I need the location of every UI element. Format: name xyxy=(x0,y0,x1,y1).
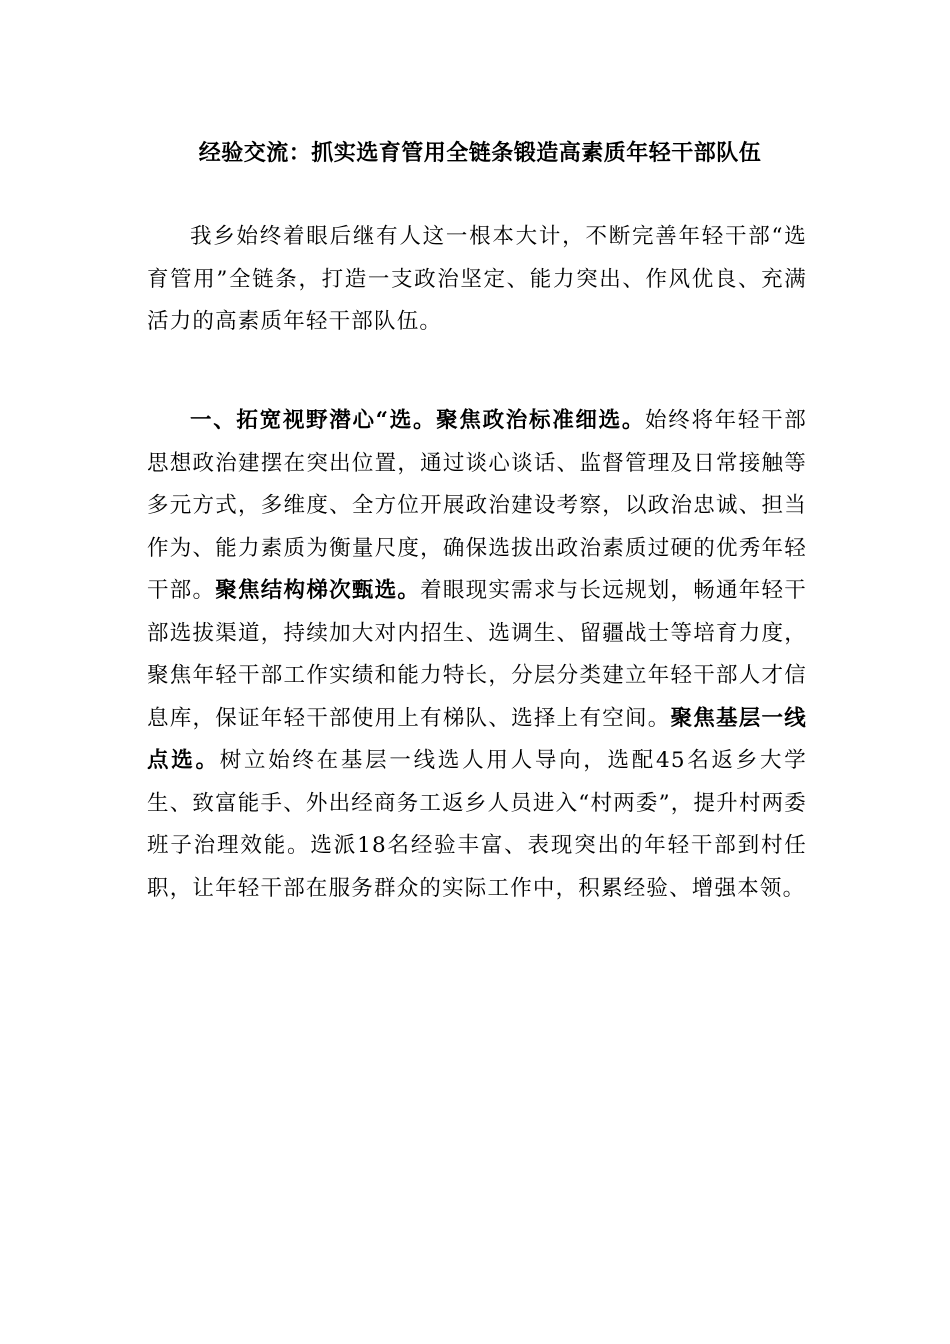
section-1-paragraph xyxy=(147,400,807,910)
section-1-heading: 一、拓宽视野潜心“选。 xyxy=(190,408,437,433)
subsection-grassroots-body: 树立始终在基层一线选人用人导向，选配45名返乡大学生、致富能手、外出经商务工返乡人员进入“村两委”，提升村两委班子治理效能。选派18名经验丰富、表现突出的年轻干部到村任职，让年轻干部在服务群众的实际工作中，积累经验、增强本领。 xyxy=(147,748,807,901)
subsection-structure-tier-title: 聚焦结构梯次甄选。 xyxy=(215,578,421,603)
subsection-grassroots-title: 聚焦基层一线点选。 xyxy=(147,705,808,773)
document-title: 经验交流：抓实选育管用全链条锻造高素质年轻干部队伍 xyxy=(198,140,762,166)
intro-paragraph: 我乡始终着眼后继有人这一根本大计，不断完善年轻干部“选育管用”全链条，打造一支政治坚定、能力突出、作风优良、充满活力的高素质年轻干部队伍。 xyxy=(147,224,807,334)
subsection-political-standard-title: 聚焦政治标准细选。 xyxy=(436,408,646,433)
subsection-structure-tier-body: 着眼现实需求与长远规划，畅通年轻干部选拔渠道，持续加大对内招生、选调生、留疆战士等培育力度，聚焦年轻干部工作实绩和能力特长，分层分类建立年轻干部人才信息库，保证年轻干部使用上有梯队、选择上有空间。 xyxy=(147,578,807,731)
subsection-political-standard-body: 始终将年轻干部思想政治建摆在突出位置，通过谈心谈话、监督管理及日常接触等多元方式，多维度、全方位开展政治建设考察，以政治忠诚、担当作为、能力素质为衡量尺度，确保选拔出政治素质过硬的优秀年轻干部。 xyxy=(147,408,807,603)
